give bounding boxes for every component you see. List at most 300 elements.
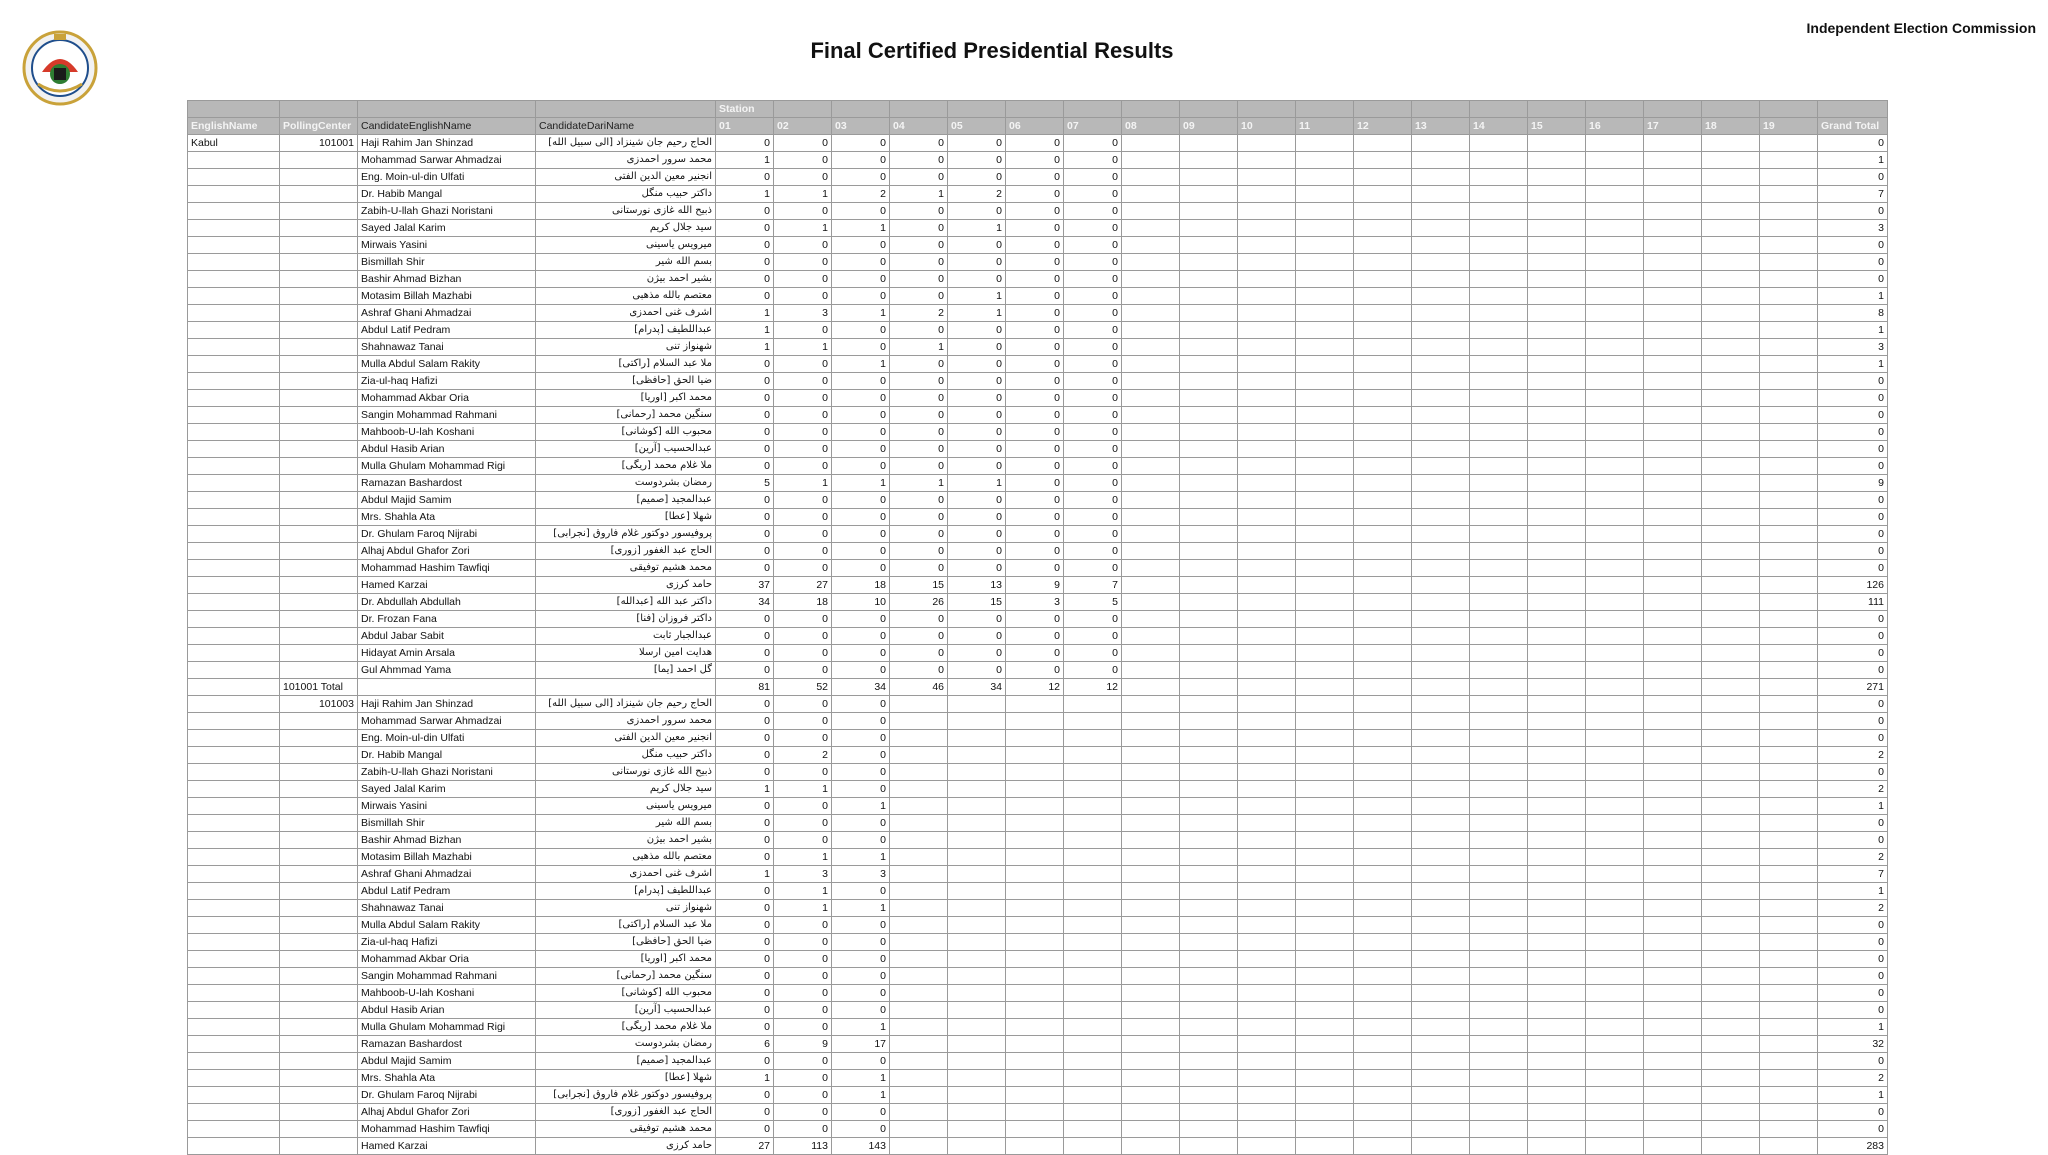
table-cell[interactable]	[1064, 849, 1122, 866]
table-cell[interactable]: 0	[1818, 492, 1888, 509]
table-cell[interactable]	[948, 883, 1006, 900]
table-cell[interactable]	[1180, 696, 1238, 713]
table-cell[interactable]: 1	[716, 305, 774, 322]
table-cell[interactable]: 1	[948, 288, 1006, 305]
table-cell[interactable]	[1006, 1070, 1064, 1087]
table-cell[interactable]	[1180, 526, 1238, 543]
table-cell[interactable]: 2	[1818, 747, 1888, 764]
table-cell[interactable]	[1760, 645, 1818, 662]
table-cell[interactable]	[1006, 934, 1064, 951]
table-cell[interactable]	[1470, 866, 1528, 883]
table-cell[interactable]	[1006, 849, 1064, 866]
table-cell[interactable]	[1470, 305, 1528, 322]
table-cell[interactable]: 0	[774, 798, 832, 815]
table-cell[interactable]	[280, 968, 358, 985]
table-cell[interactable]	[1296, 356, 1354, 373]
table-cell[interactable]	[890, 883, 948, 900]
table-cell[interactable]	[280, 934, 358, 951]
table-cell[interactable]	[1354, 917, 1412, 934]
table-cell[interactable]: 0	[832, 934, 890, 951]
table-cell[interactable]	[1470, 339, 1528, 356]
table-cell[interactable]	[1006, 747, 1064, 764]
table-cell[interactable]: 0	[1818, 628, 1888, 645]
table-cell[interactable]	[1354, 730, 1412, 747]
table-cell[interactable]	[188, 883, 280, 900]
table-cell[interactable]	[1180, 611, 1238, 628]
table-cell[interactable]: 1	[1818, 152, 1888, 169]
table-cell[interactable]	[1296, 1070, 1354, 1087]
table-cell[interactable]	[1296, 271, 1354, 288]
table-cell[interactable]	[1586, 1070, 1644, 1087]
table-cell[interactable]	[1354, 203, 1412, 220]
table-cell[interactable]	[890, 1104, 948, 1121]
column-header[interactable]: 15	[1528, 118, 1586, 135]
table-cell[interactable]	[280, 815, 358, 832]
table-cell[interactable]: Mulla Ghulam Mohammad Rigi	[358, 1019, 536, 1036]
table-cell[interactable]: 0	[1006, 492, 1064, 509]
table-cell[interactable]	[1122, 356, 1180, 373]
table-cell[interactable]	[1412, 186, 1470, 203]
table-cell[interactable]	[1470, 509, 1528, 526]
table-cell[interactable]: 0	[832, 135, 890, 152]
table-cell[interactable]: 0	[774, 254, 832, 271]
table-cell[interactable]	[1122, 781, 1180, 798]
column-header[interactable]: 14	[1470, 118, 1528, 135]
table-cell[interactable]: 0	[716, 373, 774, 390]
table-cell[interactable]	[1006, 781, 1064, 798]
table-cell[interactable]	[1006, 1121, 1064, 1138]
table-cell[interactable]: Hamed Karzai	[358, 577, 536, 594]
table-cell[interactable]: 0	[890, 611, 948, 628]
table-cell[interactable]	[1180, 1104, 1238, 1121]
table-cell[interactable]	[1412, 492, 1470, 509]
table-cell[interactable]	[1760, 288, 1818, 305]
table-cell[interactable]	[1064, 917, 1122, 934]
table-cell[interactable]: 0	[1006, 169, 1064, 186]
table-cell[interactable]: 34	[832, 679, 890, 696]
table-cell[interactable]: 0	[1818, 509, 1888, 526]
table-cell[interactable]	[1064, 968, 1122, 985]
table-cell[interactable]	[188, 169, 280, 186]
table-cell[interactable]	[1760, 662, 1818, 679]
table-cell[interactable]: 0	[1006, 458, 1064, 475]
table-cell[interactable]: 0	[716, 492, 774, 509]
table-cell[interactable]	[188, 560, 280, 577]
table-cell[interactable]	[1586, 509, 1644, 526]
table-cell[interactable]: 0	[890, 492, 948, 509]
table-cell[interactable]	[1238, 883, 1296, 900]
table-cell[interactable]	[1760, 1053, 1818, 1070]
table-cell[interactable]: Sayed Jalal Karim	[358, 220, 536, 237]
table-cell[interactable]	[890, 696, 948, 713]
table-cell[interactable]	[1354, 883, 1412, 900]
table-cell[interactable]: 101001 Total	[280, 679, 358, 696]
table-cell[interactable]	[948, 985, 1006, 1002]
table-cell[interactable]	[1122, 305, 1180, 322]
table-cell[interactable]	[1702, 288, 1760, 305]
table-cell[interactable]	[1238, 1002, 1296, 1019]
table-cell[interactable]: 0	[1064, 645, 1122, 662]
table-cell[interactable]: گل احمد [یما]	[536, 662, 716, 679]
table-cell[interactable]	[1702, 730, 1760, 747]
table-cell[interactable]: 2	[1818, 900, 1888, 917]
table-cell[interactable]	[1644, 917, 1702, 934]
table-cell[interactable]: 0	[716, 798, 774, 815]
table-cell[interactable]	[1064, 1070, 1122, 1087]
table-cell[interactable]: 0	[774, 152, 832, 169]
table-cell[interactable]	[1412, 951, 1470, 968]
table-cell[interactable]	[890, 832, 948, 849]
table-cell[interactable]: 0	[774, 713, 832, 730]
table-cell[interactable]	[1528, 1138, 1586, 1155]
table-cell[interactable]	[1238, 798, 1296, 815]
table-cell[interactable]	[1354, 390, 1412, 407]
table-cell[interactable]	[1528, 1053, 1586, 1070]
table-cell[interactable]	[188, 679, 280, 696]
table-cell[interactable]: 0	[832, 747, 890, 764]
table-cell[interactable]	[188, 220, 280, 237]
table-cell[interactable]	[1470, 798, 1528, 815]
table-cell[interactable]	[1470, 934, 1528, 951]
table-cell[interactable]	[1296, 424, 1354, 441]
table-cell[interactable]	[948, 900, 1006, 917]
table-cell[interactable]: 0	[832, 815, 890, 832]
table-cell[interactable]	[1702, 152, 1760, 169]
table-cell[interactable]	[890, 815, 948, 832]
table-cell[interactable]: 1	[832, 475, 890, 492]
table-cell[interactable]	[948, 1121, 1006, 1138]
table-cell[interactable]	[1470, 203, 1528, 220]
table-cell[interactable]: هدایت امین ارسلا	[536, 645, 716, 662]
table-cell[interactable]	[1412, 815, 1470, 832]
table-cell[interactable]: 0	[716, 203, 774, 220]
table-cell[interactable]: 0	[832, 951, 890, 968]
table-cell[interactable]	[948, 1138, 1006, 1155]
table-cell[interactable]	[280, 1053, 358, 1070]
table-cell[interactable]	[1354, 747, 1412, 764]
table-cell[interactable]: 0	[774, 611, 832, 628]
table-cell[interactable]	[1644, 696, 1702, 713]
table-cell[interactable]	[1702, 1053, 1760, 1070]
table-cell[interactable]: 0	[716, 1087, 774, 1104]
table-cell[interactable]: 0	[948, 203, 1006, 220]
table-cell[interactable]	[1644, 968, 1702, 985]
table-cell[interactable]	[280, 424, 358, 441]
table-cell[interactable]	[1644, 1053, 1702, 1070]
table-cell[interactable]	[358, 679, 536, 696]
table-cell[interactable]	[1528, 985, 1586, 1002]
table-cell[interactable]: 0	[1006, 373, 1064, 390]
table-cell[interactable]	[1354, 560, 1412, 577]
table-cell[interactable]: 0	[890, 560, 948, 577]
table-cell[interactable]	[1702, 696, 1760, 713]
table-cell[interactable]	[1122, 577, 1180, 594]
table-cell[interactable]: 0	[716, 1053, 774, 1070]
table-cell[interactable]	[1644, 152, 1702, 169]
table-cell[interactable]	[1586, 866, 1644, 883]
table-cell[interactable]	[1470, 900, 1528, 917]
table-cell[interactable]: 1	[948, 475, 1006, 492]
table-cell[interactable]	[890, 1019, 948, 1036]
table-cell[interactable]: Haji Rahim Jan Shinzad	[358, 135, 536, 152]
table-cell[interactable]	[1180, 492, 1238, 509]
table-cell[interactable]	[1064, 1053, 1122, 1070]
table-cell[interactable]: Mulla Abdul Salam Rakity	[358, 356, 536, 373]
table-cell[interactable]: 0	[1006, 220, 1064, 237]
table-cell[interactable]: 0	[716, 951, 774, 968]
table-cell[interactable]	[1644, 798, 1702, 815]
table-cell[interactable]: 0	[832, 254, 890, 271]
table-cell[interactable]	[1644, 475, 1702, 492]
table-cell[interactable]	[1412, 509, 1470, 526]
table-cell[interactable]	[1296, 220, 1354, 237]
table-cell[interactable]	[1296, 866, 1354, 883]
table-cell[interactable]	[188, 1138, 280, 1155]
table-cell[interactable]	[1702, 186, 1760, 203]
table-cell[interactable]	[1354, 798, 1412, 815]
table-cell[interactable]	[1528, 390, 1586, 407]
table-cell[interactable]: محمد هشیم توفیقی	[536, 560, 716, 577]
table-cell[interactable]	[1238, 951, 1296, 968]
column-header[interactable]: 19	[1760, 118, 1818, 135]
table-cell[interactable]: 0	[1064, 662, 1122, 679]
table-cell[interactable]	[188, 237, 280, 254]
table-cell[interactable]: 0	[1818, 1121, 1888, 1138]
table-cell[interactable]	[1238, 1121, 1296, 1138]
table-cell[interactable]	[1296, 730, 1354, 747]
table-cell[interactable]	[1296, 679, 1354, 696]
table-cell[interactable]	[1702, 458, 1760, 475]
table-cell[interactable]	[1354, 764, 1412, 781]
table-cell[interactable]	[1180, 917, 1238, 934]
table-cell[interactable]	[1180, 458, 1238, 475]
table-cell[interactable]	[1296, 339, 1354, 356]
table-cell[interactable]	[1296, 475, 1354, 492]
table-cell[interactable]: رمضان بشردوست	[536, 475, 716, 492]
table-cell[interactable]	[1412, 169, 1470, 186]
table-cell[interactable]: 0	[948, 322, 1006, 339]
table-cell[interactable]: 0	[774, 730, 832, 747]
table-cell[interactable]	[1238, 1138, 1296, 1155]
table-cell[interactable]: 0	[890, 373, 948, 390]
table-cell[interactable]: 0	[716, 390, 774, 407]
table-cell[interactable]	[1064, 730, 1122, 747]
table-cell[interactable]: 0	[1818, 832, 1888, 849]
table-cell[interactable]: 0	[832, 645, 890, 662]
table-cell[interactable]	[1528, 1121, 1586, 1138]
table-cell[interactable]: 0	[1064, 441, 1122, 458]
table-cell[interactable]	[1354, 832, 1412, 849]
table-cell[interactable]	[1180, 713, 1238, 730]
table-cell[interactable]: 0	[832, 407, 890, 424]
table-cell[interactable]	[1354, 645, 1412, 662]
table-cell[interactable]	[1760, 339, 1818, 356]
table-cell[interactable]	[1528, 594, 1586, 611]
table-cell[interactable]	[1528, 424, 1586, 441]
table-cell[interactable]: میرویس یاسینی	[536, 237, 716, 254]
table-cell[interactable]	[1644, 900, 1702, 917]
table-cell[interactable]	[1006, 798, 1064, 815]
table-cell[interactable]	[1122, 237, 1180, 254]
table-cell[interactable]	[1122, 322, 1180, 339]
table-cell[interactable]: 0	[716, 696, 774, 713]
table-cell[interactable]: 0	[1818, 917, 1888, 934]
table-cell[interactable]: 0	[1006, 186, 1064, 203]
table-cell[interactable]: Eng. Moin-ul-din Ulfati	[358, 730, 536, 747]
table-cell[interactable]	[1238, 1104, 1296, 1121]
table-cell[interactable]: 0	[1818, 764, 1888, 781]
table-cell[interactable]	[1644, 458, 1702, 475]
table-cell[interactable]	[1006, 883, 1064, 900]
table-cell[interactable]: 0	[1006, 390, 1064, 407]
table-cell[interactable]: رمضان بشردوست	[536, 1036, 716, 1053]
table-cell[interactable]: 1	[832, 798, 890, 815]
table-cell[interactable]: 0	[890, 288, 948, 305]
column-header[interactable]: 16	[1586, 118, 1644, 135]
table-cell[interactable]	[188, 1036, 280, 1053]
table-cell[interactable]: 0	[716, 713, 774, 730]
table-cell[interactable]: 1	[716, 152, 774, 169]
table-cell[interactable]	[1412, 560, 1470, 577]
table-cell[interactable]	[1412, 1070, 1470, 1087]
table-cell[interactable]	[1296, 152, 1354, 169]
table-cell[interactable]	[1180, 1138, 1238, 1155]
table-cell[interactable]	[1702, 1087, 1760, 1104]
table-cell[interactable]	[1354, 696, 1412, 713]
table-cell[interactable]: 0	[716, 985, 774, 1002]
table-cell[interactable]	[1180, 798, 1238, 815]
table-cell[interactable]	[1122, 645, 1180, 662]
table-cell[interactable]	[1470, 594, 1528, 611]
table-cell[interactable]	[1412, 628, 1470, 645]
table-cell[interactable]	[280, 730, 358, 747]
table-cell[interactable]: 0	[1818, 390, 1888, 407]
table-cell[interactable]	[1412, 781, 1470, 798]
table-cell[interactable]: 2	[948, 186, 1006, 203]
table-cell[interactable]: 0	[1818, 407, 1888, 424]
table-cell[interactable]	[1470, 1036, 1528, 1053]
table-cell[interactable]	[1296, 747, 1354, 764]
table-cell[interactable]	[1180, 645, 1238, 662]
table-cell[interactable]	[1006, 1002, 1064, 1019]
table-cell[interactable]	[280, 662, 358, 679]
table-cell[interactable]	[1122, 679, 1180, 696]
table-cell[interactable]: 0	[1064, 169, 1122, 186]
table-cell[interactable]	[948, 917, 1006, 934]
table-cell[interactable]	[1122, 849, 1180, 866]
table-cell[interactable]	[1528, 407, 1586, 424]
table-cell[interactable]	[188, 985, 280, 1002]
table-cell[interactable]	[948, 696, 1006, 713]
table-cell[interactable]	[1702, 526, 1760, 543]
table-cell[interactable]	[1528, 509, 1586, 526]
table-cell[interactable]: Mohammad Sarwar Ahmadzai	[358, 713, 536, 730]
table-cell[interactable]: 0	[716, 526, 774, 543]
table-cell[interactable]	[1702, 441, 1760, 458]
table-cell[interactable]: 1	[774, 781, 832, 798]
table-cell[interactable]	[1180, 237, 1238, 254]
table-cell[interactable]	[1122, 424, 1180, 441]
table-cell[interactable]	[1644, 611, 1702, 628]
table-cell[interactable]: 18	[832, 577, 890, 594]
table-cell[interactable]: 0	[1006, 237, 1064, 254]
table-cell[interactable]	[1296, 526, 1354, 543]
table-cell[interactable]: 0	[948, 271, 1006, 288]
table-cell[interactable]	[1064, 985, 1122, 1002]
table-cell[interactable]: 0	[1006, 424, 1064, 441]
table-cell[interactable]	[1180, 475, 1238, 492]
table-cell[interactable]	[1470, 543, 1528, 560]
table-cell[interactable]: محمد سرور احمدزی	[536, 713, 716, 730]
table-cell[interactable]	[188, 645, 280, 662]
table-cell[interactable]	[1528, 475, 1586, 492]
table-cell[interactable]	[1586, 1036, 1644, 1053]
table-cell[interactable]	[1296, 849, 1354, 866]
table-cell[interactable]: شهلا [عطا]	[536, 509, 716, 526]
table-cell[interactable]	[1644, 305, 1702, 322]
table-cell[interactable]: 0	[890, 509, 948, 526]
table-cell[interactable]	[1586, 390, 1644, 407]
table-cell[interactable]: 0	[774, 509, 832, 526]
table-cell[interactable]: 0	[716, 1121, 774, 1138]
table-cell[interactable]: 0	[948, 611, 1006, 628]
table-cell[interactable]: 1	[774, 900, 832, 917]
table-cell[interactable]: 0	[832, 509, 890, 526]
table-cell[interactable]	[1122, 560, 1180, 577]
table-cell[interactable]: 0	[1006, 628, 1064, 645]
table-cell[interactable]	[188, 407, 280, 424]
table-cell[interactable]: 0	[832, 169, 890, 186]
table-cell[interactable]: 0	[832, 458, 890, 475]
table-cell[interactable]: 6	[716, 1036, 774, 1053]
table-cell[interactable]	[1470, 883, 1528, 900]
table-cell[interactable]	[1296, 135, 1354, 152]
table-cell[interactable]: پروفیسور دوکتور غلام فاروق [نجرابی]	[536, 526, 716, 543]
table-cell[interactable]: پروفیسور دوکتور غلام فاروق [نجرابی]	[536, 1087, 716, 1104]
table-cell[interactable]	[1064, 815, 1122, 832]
table-cell[interactable]	[1238, 628, 1296, 645]
table-cell[interactable]	[1470, 356, 1528, 373]
table-cell[interactable]: 0	[832, 883, 890, 900]
table-cell[interactable]	[1760, 203, 1818, 220]
table-cell[interactable]	[1586, 169, 1644, 186]
table-cell[interactable]	[1528, 1070, 1586, 1087]
table-cell[interactable]: 2	[1818, 849, 1888, 866]
table-cell[interactable]	[1528, 968, 1586, 985]
table-cell[interactable]	[1412, 985, 1470, 1002]
table-cell[interactable]	[1296, 1053, 1354, 1070]
table-cell[interactable]: 0	[774, 815, 832, 832]
table-cell[interactable]	[1412, 356, 1470, 373]
table-cell[interactable]	[1586, 662, 1644, 679]
table-cell[interactable]	[1760, 849, 1818, 866]
table-cell[interactable]	[1354, 254, 1412, 271]
table-cell[interactable]	[280, 951, 358, 968]
table-cell[interactable]	[948, 713, 1006, 730]
table-cell[interactable]	[1296, 645, 1354, 662]
table-cell[interactable]	[1064, 1036, 1122, 1053]
table-cell[interactable]	[1354, 237, 1412, 254]
table-cell[interactable]	[1122, 611, 1180, 628]
table-cell[interactable]	[1180, 1070, 1238, 1087]
table-cell[interactable]: 46	[890, 679, 948, 696]
table-cell[interactable]	[1760, 951, 1818, 968]
table-cell[interactable]: 12	[1006, 679, 1064, 696]
table-cell[interactable]: 0	[774, 951, 832, 968]
table-cell[interactable]: 8	[1818, 305, 1888, 322]
table-cell[interactable]	[1644, 288, 1702, 305]
table-cell[interactable]: 0	[948, 407, 1006, 424]
